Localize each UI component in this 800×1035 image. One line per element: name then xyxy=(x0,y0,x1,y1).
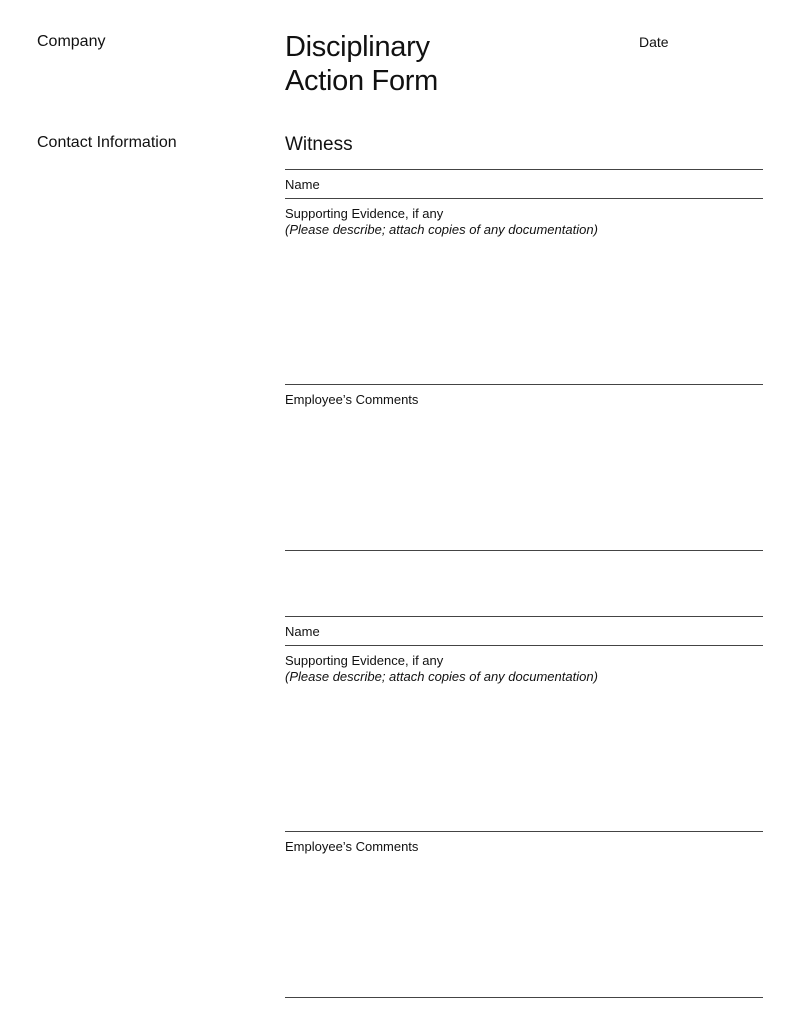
witness-1-name-line[interactable] xyxy=(285,169,763,170)
page-title-line-1: Disciplinary xyxy=(285,31,430,63)
witness-2-evidence-line[interactable] xyxy=(285,831,763,832)
company-label: Company xyxy=(37,33,106,50)
page-title xyxy=(285,30,438,98)
witness-heading: Witness xyxy=(285,134,353,155)
witness-2-comments-line[interactable] xyxy=(285,997,763,998)
witness-2-name-label: Name xyxy=(285,624,320,639)
witness-1-evidence-note: (Please describe; attach copies of any documentation) xyxy=(285,222,598,237)
witness-2-evidence-label: Supporting Evidence, if any xyxy=(285,653,444,668)
witness-1-comments-label: Employee’s Comments xyxy=(285,392,419,407)
witness-2-comments-label: Employee’s Comments xyxy=(285,839,419,854)
witness-1-name-label: Name xyxy=(285,177,320,192)
witness-1-evidence-line[interactable] xyxy=(285,384,763,385)
contact-information-label: Contact Information xyxy=(37,134,177,151)
witness-2-name-line[interactable] xyxy=(285,616,763,617)
witness-2-evidence-note: (Please describe; attach copies of any documentation) xyxy=(285,669,598,684)
witness-2-name-divider xyxy=(285,645,763,646)
witness-1-comments-line[interactable] xyxy=(285,550,763,551)
witness-1-evidence-label: Supporting Evidence, if any xyxy=(285,206,444,221)
witness-1-name-divider xyxy=(285,198,763,199)
date-label: Date xyxy=(639,34,669,50)
page-title-line-2: Action Form xyxy=(285,65,439,97)
